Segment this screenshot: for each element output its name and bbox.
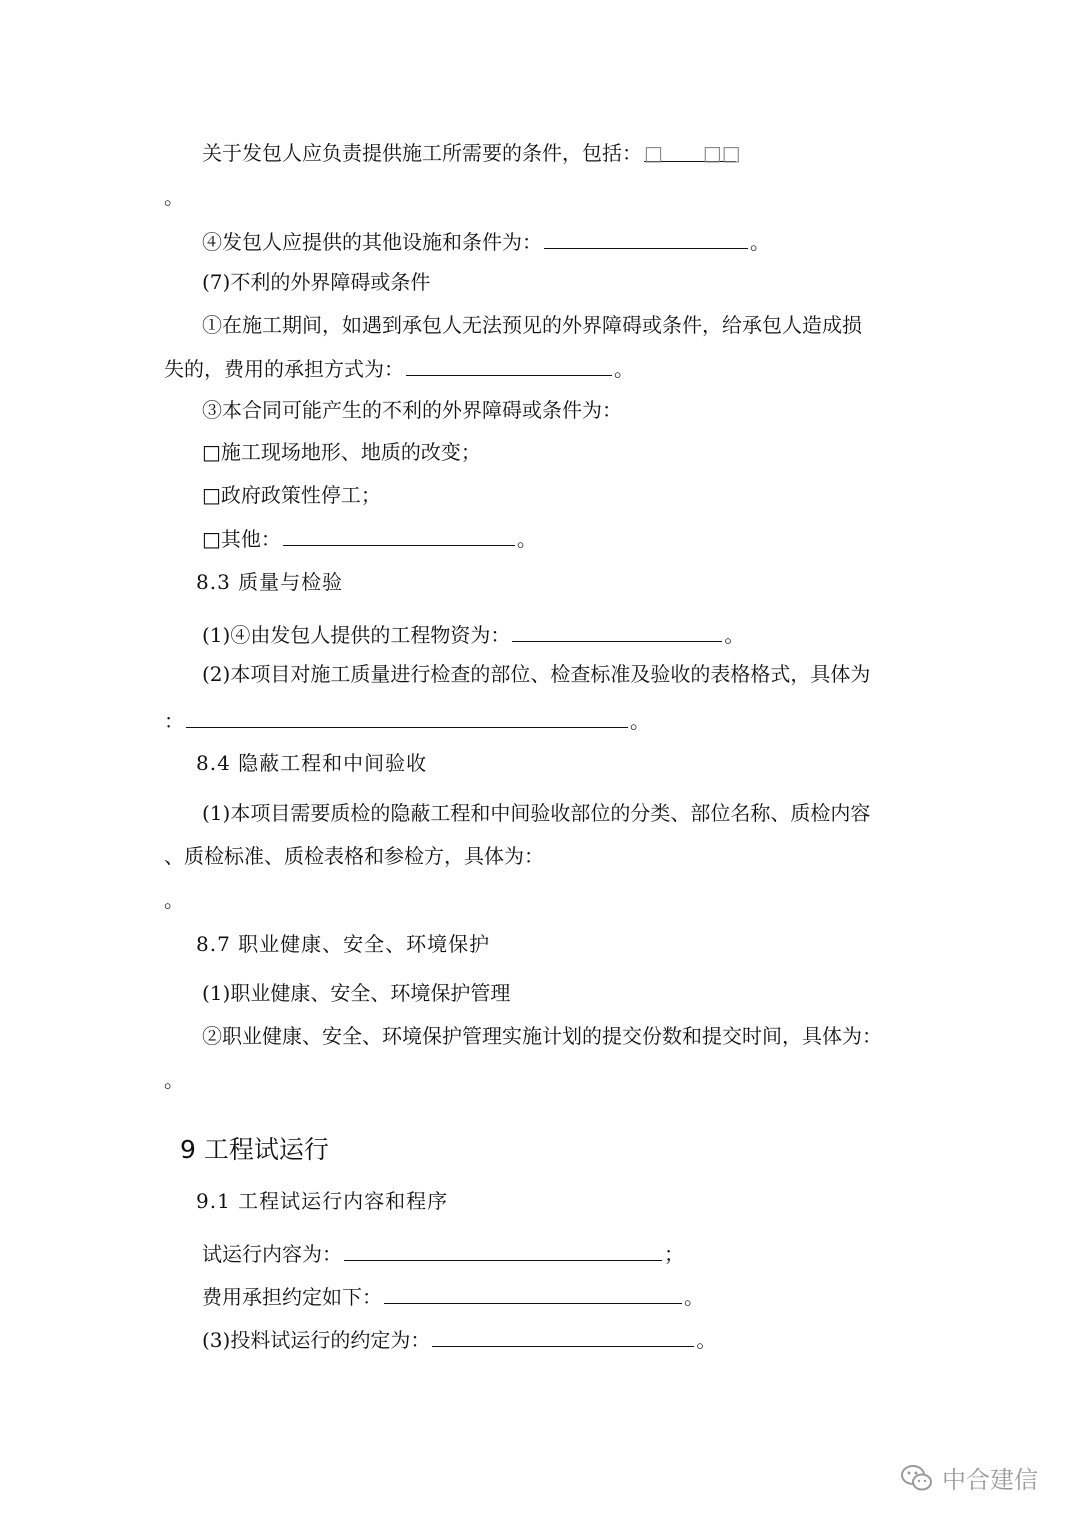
line-text: (1)④由发包人提供的工程物资为： [202, 623, 511, 647]
text-line [202, 1238, 684, 1268]
text-line [164, 705, 650, 735]
checkbox-option: □其他： [202, 527, 281, 551]
line-text: (1)本项目需要质检的隐蔽工程和中间验收部位的分类、部位名称、质检内容 [202, 801, 871, 825]
line-end-mark: 。 [164, 185, 184, 209]
section-title: 8.4 隐蔽工程和中间验收 [196, 751, 428, 775]
fill-blank [432, 1324, 694, 1347]
fill-blank [406, 353, 612, 376]
fill-blank [644, 139, 741, 165]
text-line [202, 1022, 882, 1050]
watermark [900, 1460, 1038, 1495]
text-line [164, 183, 184, 211]
fill-blank [186, 705, 628, 728]
line-text: ④发包人应提供的其他设施和条件为： [202, 230, 542, 254]
line-end-mark: 。 [696, 1328, 717, 1352]
line-text: ②职业健康、安全、环境保护管理实施计划的提交份数和提交时间，具体为： [202, 1024, 882, 1048]
line-end-mark: 。 [750, 230, 770, 254]
text-line [202, 311, 862, 339]
line-text: 关于发包人应负责提供施工所需要的条件，包括： [202, 141, 642, 165]
checkbox-option: □施工现场地形、地质的改变； [202, 440, 481, 464]
chapter-title: 9 工程试运行 [180, 1135, 329, 1164]
line-end-mark: 。 [164, 888, 184, 912]
line-text: (1)职业健康、安全、环境保护管理 [202, 981, 511, 1005]
text-line [202, 139, 741, 167]
checkbox-option: □政府政策性停工； [202, 483, 381, 507]
section-heading [196, 749, 427, 777]
line-text: 失的，费用的承担方式为： [164, 357, 404, 381]
text-line [202, 660, 870, 688]
line-text: 试运行内容为： [202, 1242, 342, 1266]
text-line [202, 523, 537, 553]
line-end-mark: 。 [614, 357, 634, 381]
chapter-heading [180, 1133, 329, 1167]
line-end-mark: 。 [164, 1068, 184, 1092]
line-end-mark: ； [664, 1242, 684, 1266]
text-line [164, 353, 634, 383]
text-line [202, 979, 510, 1007]
line-text: 、质检标准、质检表格和参检方，具体为： [164, 844, 544, 868]
line-end-mark: 。 [724, 623, 745, 647]
fill-blank [283, 523, 515, 546]
text-line [164, 886, 184, 914]
checkbox-placeholders: □ □□ [644, 141, 741, 165]
line-end-mark: 。 [684, 1285, 704, 1309]
line-text: ： [164, 709, 184, 733]
line-text: ①在施工期间，如遇到承包人无法预见的外界障碍或条件，给承包人造成损 [202, 313, 862, 337]
fill-blank [344, 1238, 662, 1261]
line-text: ③本合同可能产生的不利的外界障碍或条件为： [202, 398, 622, 422]
text-line [202, 799, 870, 827]
line-text: (2)本项目对施工质量进行检查的部位、检查标准及验收的表格格式，具体为 [202, 662, 871, 686]
line-text: (3)投料试运行的约定为： [202, 1328, 431, 1352]
fill-blank [384, 1281, 682, 1304]
section-title: 8.3 质量与检验 [196, 570, 344, 594]
section-heading [196, 1187, 448, 1215]
watermark-text: 中合建信 [942, 1466, 1038, 1494]
text-line [202, 268, 430, 296]
text-line [202, 1324, 716, 1354]
section-title: 9.1 工程试运行内容和程序 [196, 1189, 449, 1213]
section-heading [196, 930, 490, 958]
text-line [202, 396, 622, 424]
text-line [202, 619, 744, 649]
fill-blank [544, 226, 748, 249]
wechat-icon [900, 1463, 934, 1493]
line-end-mark: 。 [516, 527, 537, 551]
text-line [164, 1066, 184, 1094]
text-line [202, 1281, 704, 1311]
line-text: (7)不利的外界障碍或条件 [202, 270, 431, 294]
fill-blank [512, 619, 722, 642]
text-line [202, 226, 770, 256]
line-end-mark: 。 [630, 709, 650, 733]
section-heading [196, 568, 343, 596]
section-title: 8.7 职业健康、安全、环境保护 [196, 932, 491, 956]
text-line [202, 481, 381, 509]
text-line [202, 438, 481, 466]
text-line [164, 842, 544, 870]
line-text: 费用承担约定如下： [202, 1285, 382, 1309]
